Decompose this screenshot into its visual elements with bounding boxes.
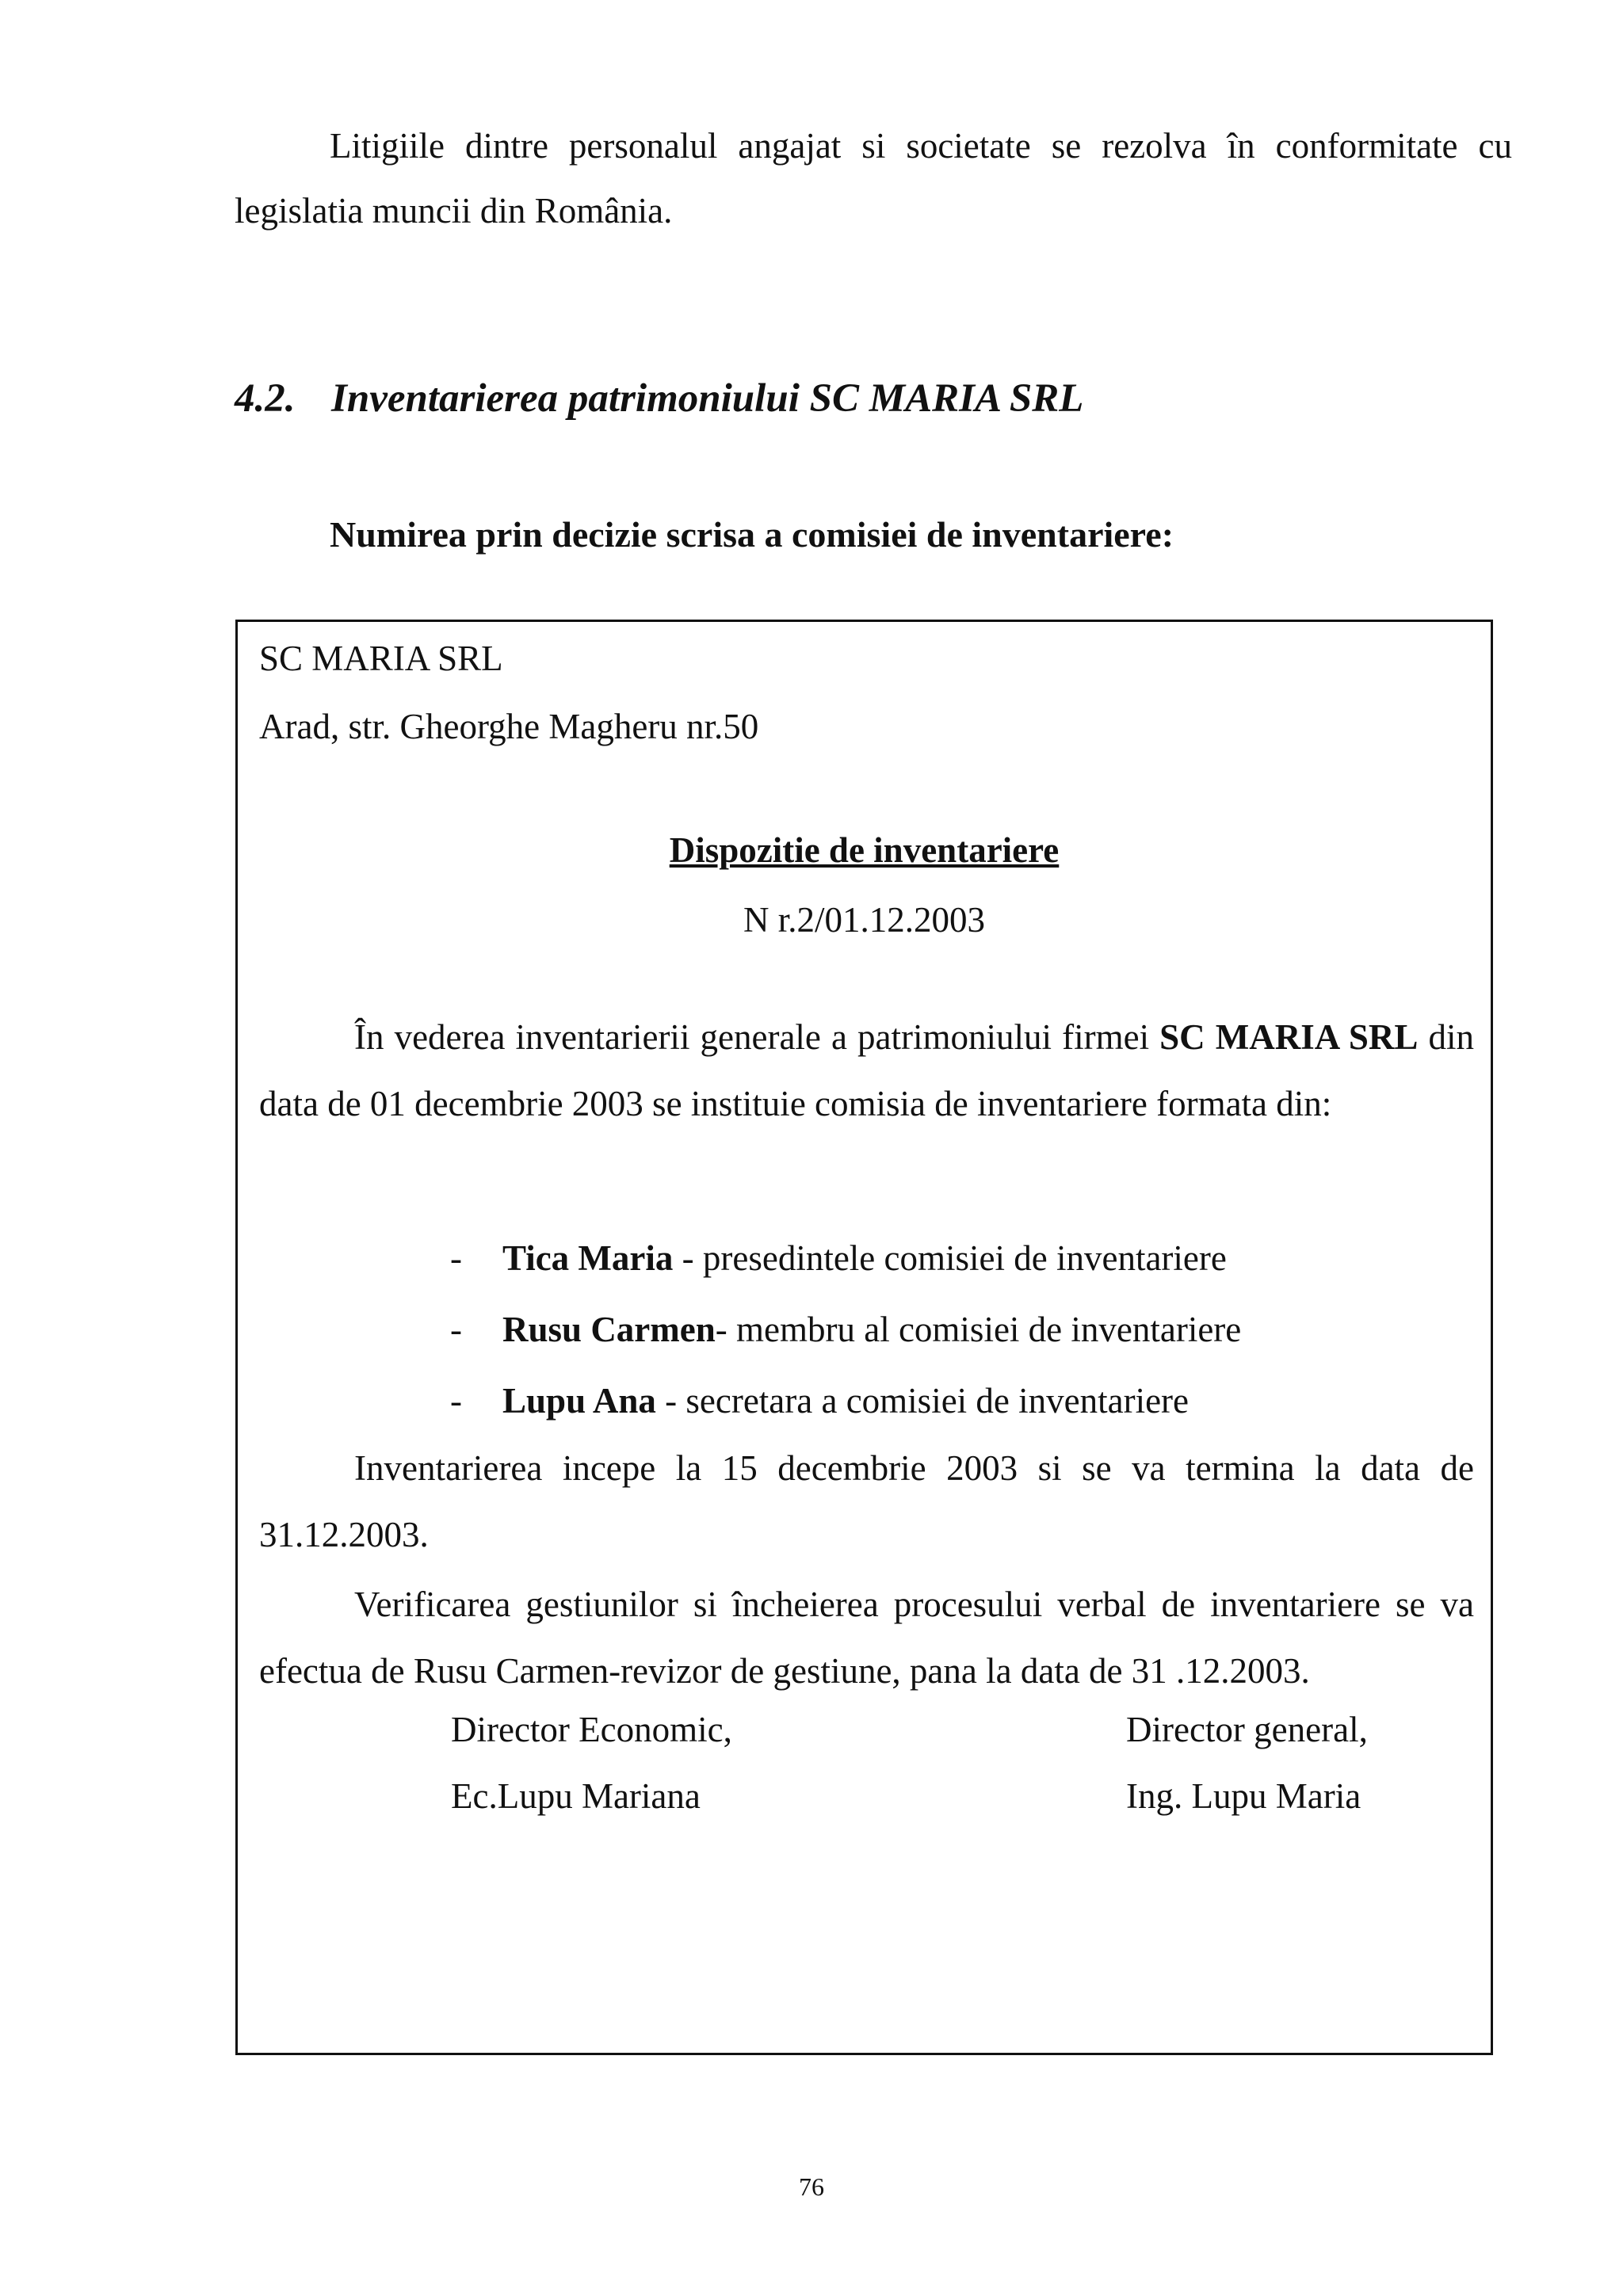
member-role: - membru al comisiei de inventariere xyxy=(715,1310,1242,1349)
signature-title: Director general, xyxy=(1126,1710,1368,1749)
signature-title: Director Economic, xyxy=(451,1710,732,1749)
document-title: Dispozitie de inventariere xyxy=(669,830,1060,870)
signature-name: Ing. Lupu Maria xyxy=(1126,1776,1361,1816)
signature-name: Ec.Lupu Mariana xyxy=(451,1776,701,1816)
dash-bullet: - xyxy=(450,1310,462,1349)
page-number: 76 xyxy=(799,2172,824,2201)
commission-paragraph-company: SC MARIA SRL xyxy=(1159,1017,1419,1057)
list-item xyxy=(450,1222,1241,1294)
dash-bullet: - xyxy=(450,1238,462,1278)
commission-paragraph-suffix: din data de 01 decembrie 2003 se instituie comisia de inventariere formata din: xyxy=(259,1017,1474,1123)
list-item xyxy=(450,1365,1241,1436)
commission-members-list xyxy=(450,1222,1241,1436)
verification-paragraph: Verificarea gestiunilor si încheierea procesului verbal de inventariere se va efectua de Rusu Carmen-revizor de gestiune, pana la data de 31 .12.2003. xyxy=(259,1585,1474,1691)
dash-bullet: - xyxy=(450,1381,462,1421)
section-title: Inventarierea patrimoniului SC MARIA SRL xyxy=(331,376,1084,421)
inventory-disposition-box xyxy=(235,620,1493,2055)
member-role: - presedintele comisiei de inventariere xyxy=(673,1238,1227,1278)
commission-paragraph xyxy=(259,1004,1474,1137)
document-number: N r.2/01.12.2003 xyxy=(743,900,985,940)
section-heading xyxy=(235,376,1512,421)
commission-paragraph-prefix: În vederea inventarierii generale a patrimoniului firmei xyxy=(354,1017,1160,1057)
schedule-paragraph: Inventarierea incepe la 15 decembrie 2003 si se va termina la data de 31.12.2003. xyxy=(259,1448,1474,1554)
member-role: - secretara a comisiei de inventariere xyxy=(655,1381,1190,1421)
signature-general-director xyxy=(1126,1696,1368,1829)
member-name: Tica Maria xyxy=(502,1238,674,1278)
intro-paragraph: Litigiile dintre personalul angajat si societate se rezolva în conformitate cu legislatia muncii din România. xyxy=(235,126,1512,231)
signature-economic-director xyxy=(451,1696,732,1829)
list-item xyxy=(450,1294,1241,1365)
company-name: SC MARIA SRL xyxy=(259,639,503,678)
section-number: 4.2. xyxy=(235,376,296,421)
member-name: Lupu Ana xyxy=(502,1381,656,1421)
member-name: Rusu Carmen xyxy=(502,1310,716,1349)
subheading: Numirea prin decizie scrisa a comisiei de inventariere: xyxy=(330,514,1174,555)
company-address: Arad, str. Gheorghe Magheru nr.50 xyxy=(259,707,759,746)
